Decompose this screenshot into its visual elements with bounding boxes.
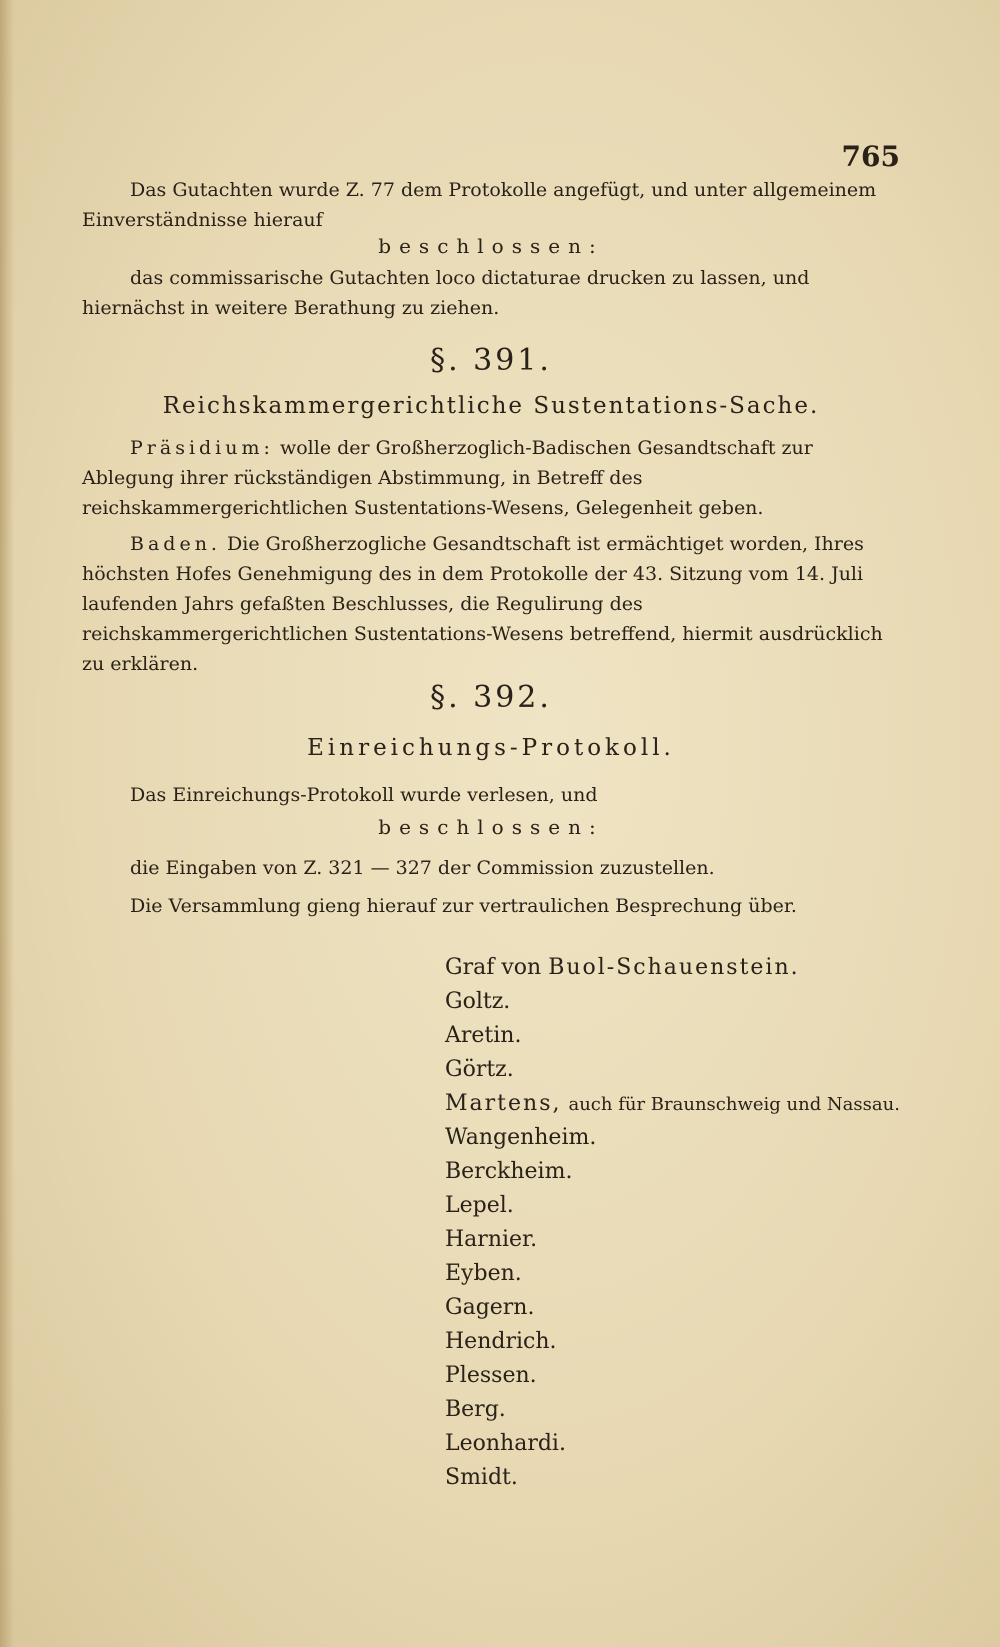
paragraph-einreichung: Das Einreichungs-Protokoll wurde verlesen, und — [130, 784, 598, 806]
section-391-title: Reichskammergerichtliche Sustentations-Sache. — [162, 393, 820, 419]
paragraph-praesidium — [82, 433, 900, 523]
signature-aretin: Aretin. — [445, 1023, 522, 1048]
signature-leonhardi: Leonhardi. — [445, 1431, 566, 1456]
praesidium-label: Präsidium: — [130, 437, 274, 459]
signature-eyben: Eyben. — [445, 1261, 522, 1286]
signature-harnier: Harnier. — [445, 1227, 538, 1252]
signature-goltz: Goltz. — [445, 989, 511, 1014]
paragraph-baden — [82, 529, 900, 679]
signature-hendrich: Hendrich. — [445, 1329, 557, 1354]
page-edge-shadow — [0, 0, 14, 1647]
signature-buol — [445, 953, 800, 983]
signature-smidt: Smidt. — [445, 1465, 518, 1490]
paragraph-versammlung: Die Versammlung gieng hierauf zur vertraulichen Besprechung über. — [130, 895, 797, 917]
page-number: 765 — [841, 140, 900, 173]
signature-martens — [445, 1089, 900, 1120]
beschlossen-heading-2: beschlossen: — [378, 815, 604, 839]
section-391-number: §. 391. — [430, 343, 552, 378]
signature-buol-name: Buol-Schauenstein. — [548, 955, 800, 980]
paragraph-eingaben: die Eingaben von Z. 321 — 327 der Commission zuzustellen. — [130, 857, 715, 879]
signature-buol-prefix: Graf von — [445, 955, 542, 980]
signature-martens-name: Martens, — [445, 1091, 562, 1116]
beschlossen-heading-1: beschlossen: — [378, 234, 604, 258]
signature-wangenheim: Wangenheim. — [445, 1125, 597, 1150]
signature-goertz: Görtz. — [445, 1057, 514, 1082]
baden-label: Baden. — [130, 533, 221, 555]
section-392-title: Einreichungs-Protokoll. — [307, 735, 675, 761]
section-392-number: §. 392. — [430, 680, 552, 715]
paragraph-dictaturae: das commissarische Gutachten loco dictaturae drucken zu lassen, und hiernächst in weitere Berathung zu ziehen. — [82, 267, 810, 319]
praesidium-text: wolle der Großherzoglich-Badischen Gesandtschaft zur Ablegung ihrer rückständigen Abstimmung, in Betreff des reichskammergerichtlichen Sustentations-Wesens, Gelegenheit geben. — [82, 437, 813, 519]
signature-berg: Berg. — [445, 1397, 506, 1422]
signature-plessen: Plessen. — [445, 1363, 537, 1388]
signature-martens-note: auch für Braunschweig und Nassau. — [568, 1094, 900, 1115]
signature-berckheim: Berckheim. — [445, 1159, 573, 1184]
baden-text: Die Großherzogliche Gesandtschaft ist ermächtiget worden, Ihres höchsten Hofes Genehmigung des in dem Protokolle der 43. Sitzung vom 14. Juli laufenden Jahrs gefaßten Beschlusses, die Regulirung des reichskammergerichtlichen Sustentations-Wesens betreffend, hiermit ausdrücklich zu erklären. — [82, 533, 883, 675]
signature-lepel: Lepel. — [445, 1193, 514, 1218]
paragraph-gutachten: Das Gutachten wurde Z. 77 dem Protokolle angefügt, und unter allgemeinem Einverständnisse hierauf — [82, 179, 877, 231]
signature-gagern: Gagern. — [445, 1295, 535, 1320]
